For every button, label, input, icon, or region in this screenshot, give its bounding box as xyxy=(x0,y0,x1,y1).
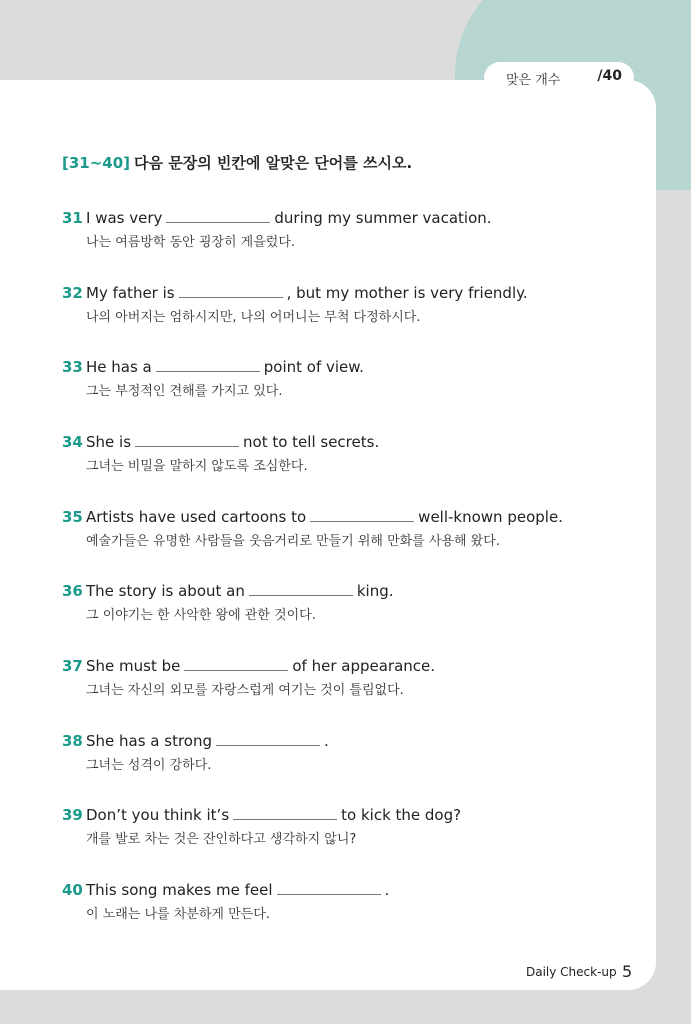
score-total: /40 xyxy=(597,68,622,84)
question-34 xyxy=(62,433,642,475)
question-36 xyxy=(62,582,642,624)
question-38 xyxy=(62,732,642,774)
question-number: 39 xyxy=(62,806,83,824)
question-text-after: point of view. xyxy=(263,358,364,376)
question-text-before: My father is xyxy=(86,284,175,302)
question-translation: 이 노래는 나를 차분하게 만든다. xyxy=(86,907,270,922)
question-translation: 그는 부정적인 견해를 가지고 있다. xyxy=(86,384,283,399)
question-range: [31~40] xyxy=(62,154,131,172)
question-text-after: during my summer vacation. xyxy=(274,209,492,227)
question-text-after: , but my mother is very friendly. xyxy=(286,284,528,302)
question-number: 38 xyxy=(62,732,83,750)
question-text-after: well-known people. xyxy=(418,508,563,526)
answer-blank[interactable] xyxy=(249,582,353,596)
question-translation: 나는 여름방학 동안 굉장히 게을렀다. xyxy=(86,235,296,250)
question-text-before: She must be xyxy=(86,657,181,675)
answer-blank[interactable] xyxy=(179,284,283,298)
answer-blank[interactable] xyxy=(166,209,270,223)
question-text-after: to kick the dog? xyxy=(341,806,462,824)
page-number: 5 xyxy=(622,962,633,981)
question-text-after: . xyxy=(324,732,329,750)
question-text-before: The story is about an xyxy=(86,582,245,600)
question-translation: 그녀는 성격이 강하다. xyxy=(86,758,212,773)
answer-blank[interactable] xyxy=(135,433,239,447)
question-translation: 예술가들은 유명한 사람들을 웃음거리로 만들기 위해 만화를 사용해 왔다. xyxy=(86,534,500,549)
question-text-after: of her appearance. xyxy=(292,657,436,675)
question-number: 32 xyxy=(62,284,83,302)
question-text-before: She has a strong xyxy=(86,732,213,750)
score-label: 맞은 개수 xyxy=(506,73,561,88)
instruction-text: 다음 문장의 빈칸에 알맞은 단어를 쓰시오. xyxy=(134,154,413,172)
question-number: 33 xyxy=(62,358,83,376)
question-text-before: She is xyxy=(86,433,132,451)
question-number: 35 xyxy=(62,508,83,526)
question-35 xyxy=(62,508,642,550)
question-40 xyxy=(62,881,642,923)
question-37 xyxy=(62,657,642,699)
question-number: 34 xyxy=(62,433,83,451)
question-translation: 그 이야기는 한 사악한 왕에 관한 것이다. xyxy=(86,608,316,623)
instruction xyxy=(62,152,412,173)
question-translation: 그녀는 자신의 외모를 자랑스럽게 여기는 것이 틀림없다. xyxy=(86,683,404,698)
answer-blank[interactable] xyxy=(184,657,288,671)
question-translation: 나의 아버지는 엄하시지만, 나의 어머니는 무척 다정하시다. xyxy=(86,310,421,325)
question-number: 31 xyxy=(62,209,83,227)
question-number: 36 xyxy=(62,582,83,600)
question-text-before: He has a xyxy=(86,358,152,376)
question-text-after: not to tell secrets. xyxy=(243,433,380,451)
question-text-before: This song makes me feel xyxy=(86,881,273,899)
question-number: 40 xyxy=(62,881,83,899)
question-text-before: I was very xyxy=(86,209,163,227)
answer-blank[interactable] xyxy=(277,881,381,895)
question-translation: 개를 발로 차는 것은 잔인하다고 생각하지 않니? xyxy=(86,832,357,847)
answer-blank[interactable] xyxy=(310,508,414,522)
question-number: 37 xyxy=(62,657,83,675)
question-text-before: Artists have used cartoons to xyxy=(86,508,307,526)
question-text-after: king. xyxy=(356,582,394,600)
question-33 xyxy=(62,358,642,400)
question-translation: 그녀는 비밀을 말하지 않도록 조심한다. xyxy=(86,459,308,474)
footer-label: Daily Check-up xyxy=(526,965,617,979)
question-31 xyxy=(62,209,642,251)
question-32 xyxy=(62,284,642,326)
answer-blank[interactable] xyxy=(156,358,260,372)
score-box xyxy=(484,62,634,94)
answer-blank[interactable] xyxy=(233,806,337,820)
question-39 xyxy=(62,806,642,848)
question-text-after: . xyxy=(384,881,390,899)
question-text-before: Don’t you think it’s xyxy=(86,806,230,824)
answer-blank[interactable] xyxy=(216,732,320,746)
